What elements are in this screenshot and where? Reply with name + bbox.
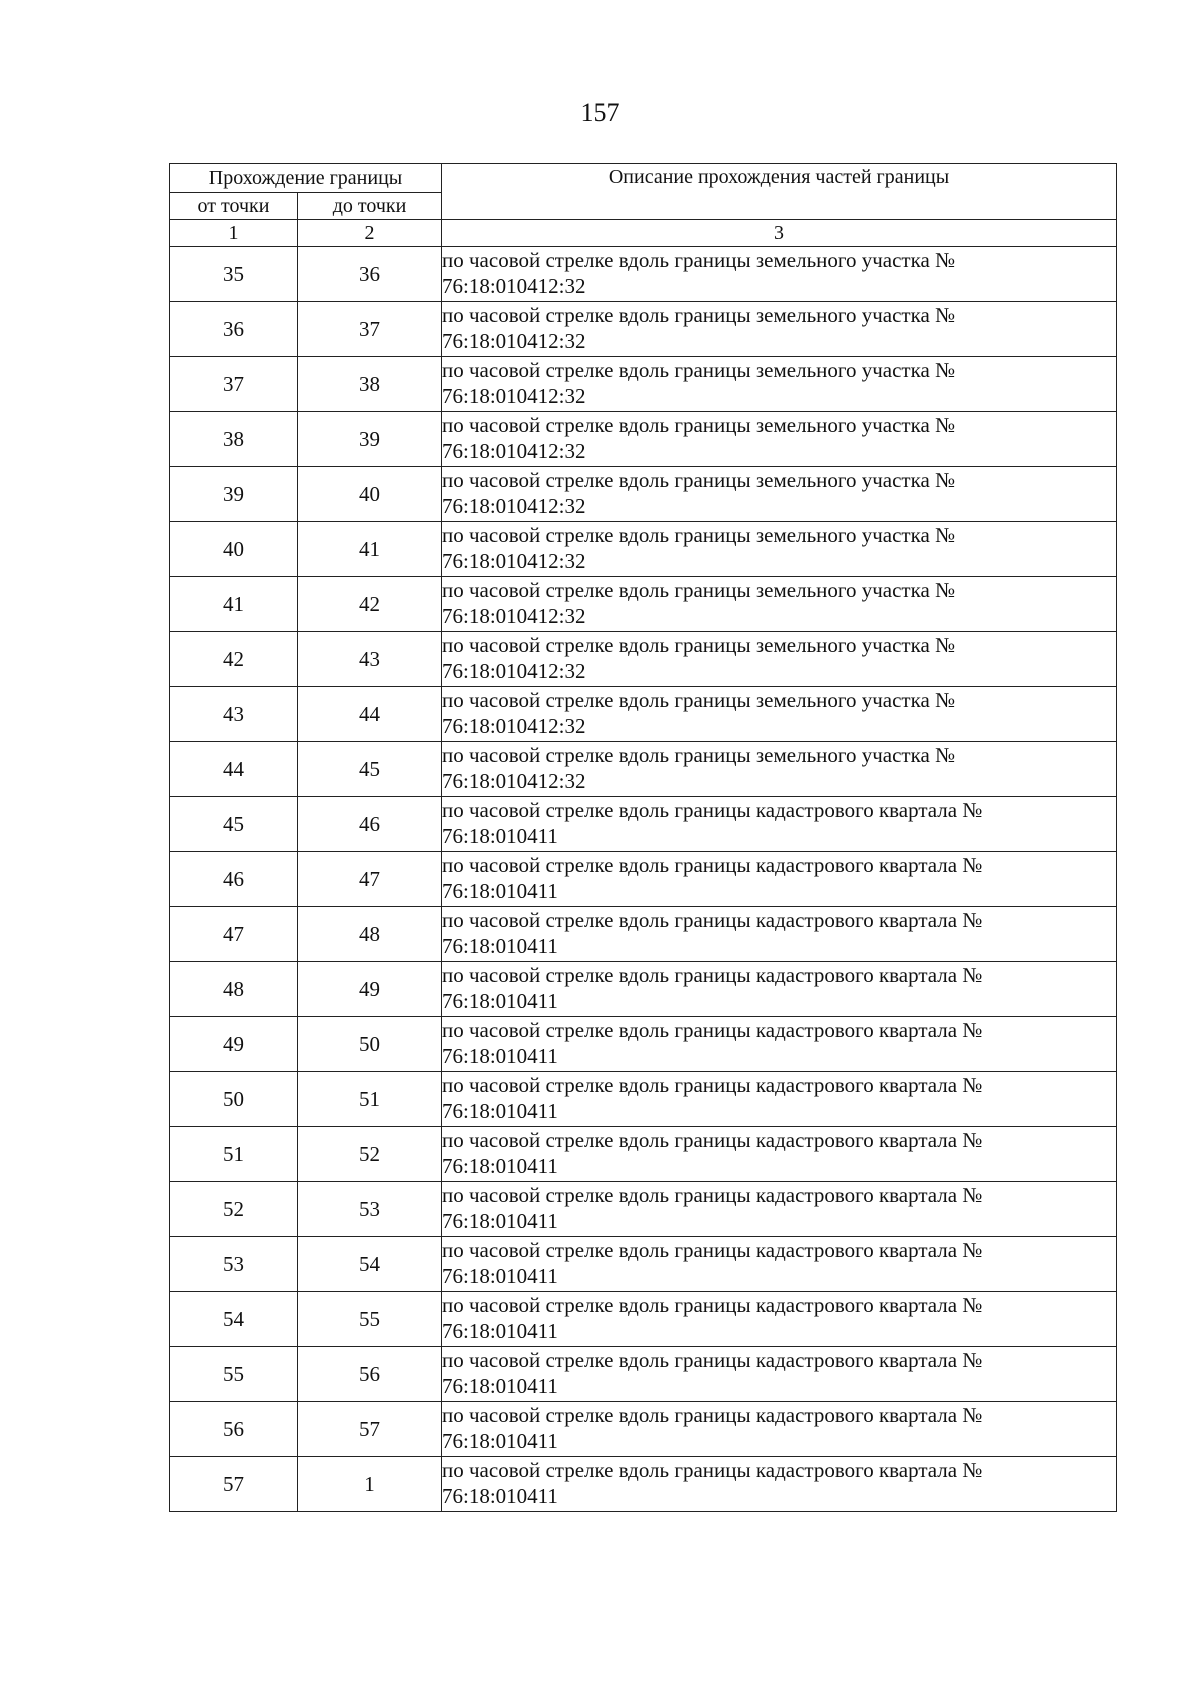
description-cell [442, 1182, 1117, 1237]
header-description: Описание прохождения частей границы [442, 164, 1117, 220]
from-point-cell: 39 [170, 467, 298, 522]
cadastral-number: 76:18:010411 [442, 1374, 558, 1398]
description-text: по часовой стрелке вдоль границы кадастрового квартала № [442, 798, 983, 822]
table-row [170, 1292, 1117, 1347]
table-row [170, 852, 1117, 907]
from-point-cell: 48 [170, 962, 298, 1017]
description-text: по часовой стрелке вдоль границы кадастрового квартала № [442, 1348, 983, 1372]
cadastral-number: 76:18:010411 [442, 934, 558, 958]
page-number: 157 [580, 98, 620, 127]
to-point-cell: 36 [298, 247, 442, 302]
cadastral-number: 76:18:010411 [442, 1264, 558, 1288]
cadastral-number: 76:18:010412:32 [442, 769, 586, 793]
boundary-table [169, 163, 1117, 1512]
table-row [170, 907, 1117, 962]
table-row [170, 467, 1117, 522]
from-point-cell: 43 [170, 687, 298, 742]
table-row [170, 1457, 1117, 1512]
from-point-cell: 49 [170, 1017, 298, 1072]
cadastral-number: 76:18:010412:32 [442, 329, 586, 353]
to-point-cell: 45 [298, 742, 442, 797]
description-cell [442, 632, 1117, 687]
description-cell [442, 1347, 1117, 1402]
description-text: по часовой стрелке вдоль границы кадастрового квартала № [442, 1293, 983, 1317]
description-cell [442, 687, 1117, 742]
from-point-cell: 42 [170, 632, 298, 687]
cadastral-number: 76:18:010412:32 [442, 714, 586, 738]
cadastral-number: 76:18:010412:32 [442, 274, 586, 298]
description-cell [442, 1457, 1117, 1512]
to-point-cell: 53 [298, 1182, 442, 1237]
from-point-cell: 38 [170, 412, 298, 467]
cadastral-number: 76:18:010412:32 [442, 439, 586, 463]
description-text: по часовой стрелке вдоль границы земельного участка № [442, 743, 956, 767]
cadastral-number: 76:18:010412:32 [442, 604, 586, 628]
description-text: по часовой стрелке вдоль границы кадастрового квартала № [442, 853, 983, 877]
description-text: по часовой стрелке вдоль границы кадастрового квартала № [442, 1403, 983, 1427]
table-row [170, 302, 1117, 357]
to-point-cell: 48 [298, 907, 442, 962]
from-point-cell: 57 [170, 1457, 298, 1512]
description-text: по часовой стрелке вдоль границы земельного участка № [442, 578, 956, 602]
description-text: по часовой стрелке вдоль границы кадастрового квартала № [442, 1128, 983, 1152]
description-cell [442, 852, 1117, 907]
header-boundary-passage: Прохождение границы [170, 164, 442, 193]
cadastral-number: 76:18:010411 [442, 824, 558, 848]
description-text: по часовой стрелке вдоль границы кадастрового квартала № [442, 1238, 983, 1262]
to-point-cell: 1 [298, 1457, 442, 1512]
from-point-cell: 51 [170, 1127, 298, 1182]
cadastral-number: 76:18:010411 [442, 989, 558, 1013]
table-body [170, 247, 1117, 1512]
table-row [170, 1017, 1117, 1072]
from-point-cell: 56 [170, 1402, 298, 1457]
to-point-cell: 41 [298, 522, 442, 577]
from-point-cell: 50 [170, 1072, 298, 1127]
from-point-cell: 36 [170, 302, 298, 357]
from-point-cell: 40 [170, 522, 298, 577]
cadastral-number: 76:18:010411 [442, 1044, 558, 1068]
description-cell [442, 1017, 1117, 1072]
description-cell [442, 962, 1117, 1017]
table-row [170, 1072, 1117, 1127]
table-row [170, 1127, 1117, 1182]
to-point-cell: 49 [298, 962, 442, 1017]
to-point-cell: 40 [298, 467, 442, 522]
cadastral-number: 76:18:010412:32 [442, 659, 586, 683]
header-col-1: 1 [170, 220, 298, 247]
description-text: по часовой стрелке вдоль границы кадастрового квартала № [442, 908, 983, 932]
header-col-3: 3 [442, 220, 1117, 247]
description-cell [442, 797, 1117, 852]
description-cell [442, 302, 1117, 357]
header-col-2: 2 [298, 220, 442, 247]
header-to-point: до точки [298, 193, 442, 220]
description-text: по часовой стрелке вдоль границы земельного участка № [442, 523, 956, 547]
to-point-cell: 37 [298, 302, 442, 357]
from-point-cell: 46 [170, 852, 298, 907]
description-cell [442, 412, 1117, 467]
to-point-cell: 39 [298, 412, 442, 467]
description-text: по часовой стрелке вдоль границы земельного участка № [442, 248, 956, 272]
to-point-cell: 46 [298, 797, 442, 852]
cadastral-number: 76:18:010411 [442, 879, 558, 903]
table-row [170, 742, 1117, 797]
table-row [170, 357, 1117, 412]
header-from-point: от точки [170, 193, 298, 220]
from-point-cell: 52 [170, 1182, 298, 1237]
cadastral-number: 76:18:010411 [442, 1484, 558, 1508]
description-text: по часовой стрелке вдоль границы кадастрового квартала № [442, 1073, 983, 1097]
cadastral-number: 76:18:010412:32 [442, 549, 586, 573]
description-cell [442, 357, 1117, 412]
description-text: по часовой стрелке вдоль границы земельного участка № [442, 358, 956, 382]
table-row [170, 1182, 1117, 1237]
from-point-cell: 37 [170, 357, 298, 412]
description-text: по часовой стрелке вдоль границы кадастрового квартала № [442, 1018, 983, 1042]
table-header [170, 164, 1117, 247]
cadastral-number: 76:18:010412:32 [442, 494, 586, 518]
from-point-cell: 47 [170, 907, 298, 962]
table-row [170, 797, 1117, 852]
to-point-cell: 47 [298, 852, 442, 907]
from-point-cell: 55 [170, 1347, 298, 1402]
from-point-cell: 35 [170, 247, 298, 302]
from-point-cell: 44 [170, 742, 298, 797]
from-point-cell: 45 [170, 797, 298, 852]
table-row [170, 1347, 1117, 1402]
to-point-cell: 57 [298, 1402, 442, 1457]
description-text: по часовой стрелке вдоль границы земельного участка № [442, 468, 956, 492]
description-text: по часовой стрелке вдоль границы земельного участка № [442, 413, 956, 437]
description-cell [442, 1127, 1117, 1182]
to-point-cell: 42 [298, 577, 442, 632]
description-text: по часовой стрелке вдоль границы земельного участка № [442, 688, 956, 712]
from-point-cell: 53 [170, 1237, 298, 1292]
table-row [170, 632, 1117, 687]
description-text: по часовой стрелке вдоль границы кадастрового квартала № [442, 1183, 983, 1207]
cadastral-number: 76:18:010411 [442, 1209, 558, 1233]
to-point-cell: 54 [298, 1237, 442, 1292]
description-cell [442, 1402, 1117, 1457]
description-cell [442, 577, 1117, 632]
to-point-cell: 56 [298, 1347, 442, 1402]
table-row [170, 412, 1117, 467]
to-point-cell: 51 [298, 1072, 442, 1127]
description-text: по часовой стрелке вдоль границы кадастрового квартала № [442, 963, 983, 987]
to-point-cell: 44 [298, 687, 442, 742]
to-point-cell: 52 [298, 1127, 442, 1182]
table-row [170, 962, 1117, 1017]
cadastral-number: 76:18:010411 [442, 1154, 558, 1178]
description-text: по часовой стрелке вдоль границы земельного участка № [442, 303, 956, 327]
description-cell [442, 467, 1117, 522]
description-cell [442, 522, 1117, 577]
table-row [170, 522, 1117, 577]
description-cell [442, 742, 1117, 797]
from-point-cell: 54 [170, 1292, 298, 1347]
description-cell [442, 1237, 1117, 1292]
table-row [170, 577, 1117, 632]
to-point-cell: 50 [298, 1017, 442, 1072]
description-text: по часовой стрелке вдоль границы земельного участка № [442, 633, 956, 657]
cadastral-number: 76:18:010411 [442, 1319, 558, 1343]
description-cell [442, 1292, 1117, 1347]
table-row [170, 1237, 1117, 1292]
cadastral-number: 76:18:010411 [442, 1099, 558, 1123]
from-point-cell: 41 [170, 577, 298, 632]
description-cell [442, 907, 1117, 962]
table-row [170, 687, 1117, 742]
description-text: по часовой стрелке вдоль границы кадастрового квартала № [442, 1458, 983, 1482]
to-point-cell: 38 [298, 357, 442, 412]
to-point-cell: 43 [298, 632, 442, 687]
to-point-cell: 55 [298, 1292, 442, 1347]
cadastral-number: 76:18:010411 [442, 1429, 558, 1453]
table-row [170, 1402, 1117, 1457]
cadastral-number: 76:18:010412:32 [442, 384, 586, 408]
description-cell [442, 247, 1117, 302]
description-cell [442, 1072, 1117, 1127]
table-row [170, 247, 1117, 302]
